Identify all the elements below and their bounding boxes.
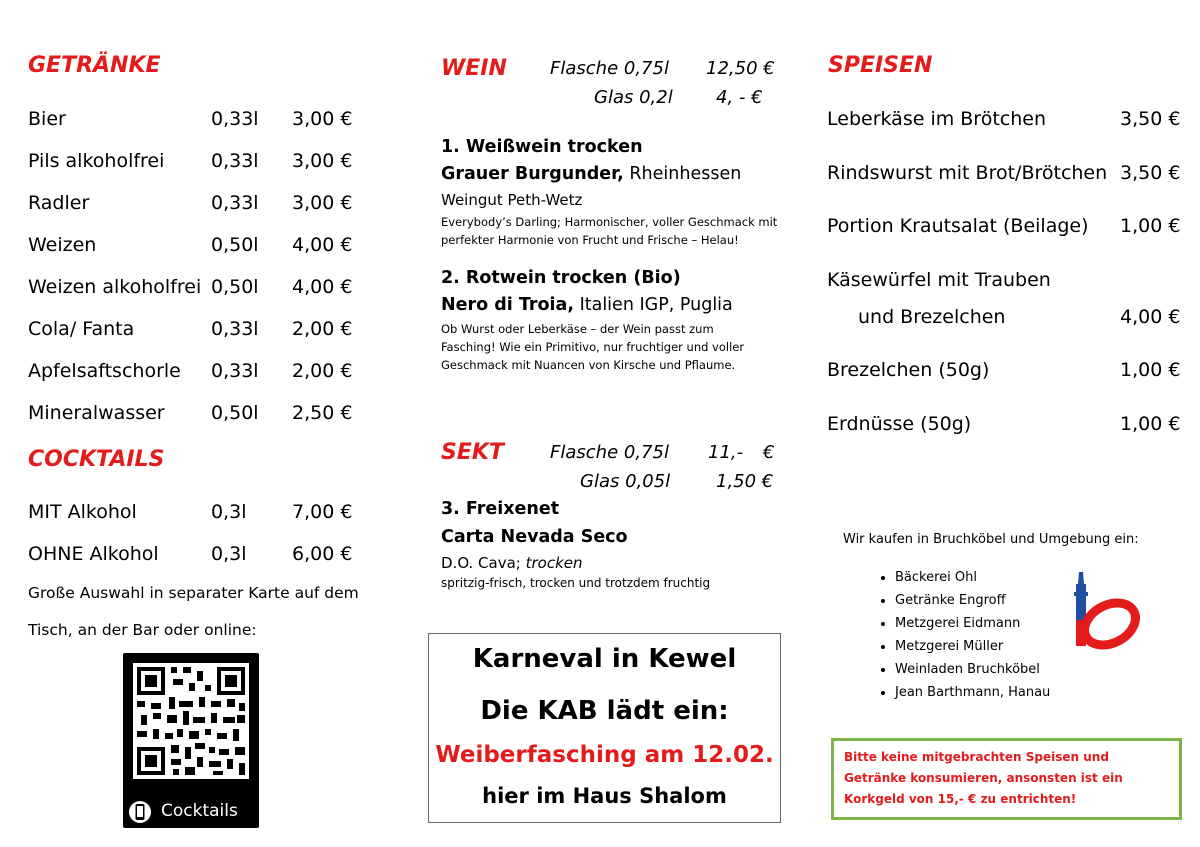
wine1-winery: Weingut Peth-Wetz	[441, 191, 583, 209]
food-price: 1,00 €	[1120, 413, 1181, 435]
wein-title: WEIN	[441, 56, 507, 81]
food-name: Brezelchen (50g)	[827, 359, 990, 381]
drink-name: Pils alkoholfrei	[28, 150, 165, 172]
corkage-notice: Bitte keine mitgebrachten Speisen und Getränke konsumieren, ansonsten ist ein Korkgeld von 15,- € zu entrichten!	[831, 738, 1182, 820]
sekt-origin-dry: trocken	[520, 554, 583, 572]
sekt-description: spritzig-frisch, trocken und trotzdem fruchtig	[441, 576, 711, 590]
sekt-glass-label: Glas 0,05l	[580, 471, 671, 492]
cocktail-price: 6,00 €	[292, 543, 353, 565]
drink-size: 0,33l	[211, 108, 259, 130]
cocktails-note-1: Große Auswahl in separater Karte auf dem	[28, 584, 359, 602]
wine2-title	[441, 295, 733, 315]
cocktail-name: OHNE Alkohol	[28, 543, 159, 565]
drink-name: Bier	[28, 108, 66, 130]
wine1-region: Rheinhessen	[623, 164, 742, 184]
supplier-item: • Metzgerei Müller	[895, 635, 1050, 658]
drink-size: 0,50l	[211, 276, 259, 298]
event-line-4: hier im Haus Shalom	[482, 784, 727, 808]
supplier-item: • Getränke Engroff	[895, 589, 1050, 612]
food-price: 1,00 €	[1120, 359, 1181, 381]
sekt-title: SEKT	[441, 440, 504, 465]
sekt-origin	[441, 554, 583, 572]
sekt-bottle-price: 11,-	[708, 442, 744, 463]
wein-bottle-price: 12,50 €	[706, 58, 775, 79]
food-price: 3,50 €	[1120, 162, 1181, 184]
drink-price: 2,50 €	[292, 402, 353, 424]
food-name: Rindswurst mit Brot/Brötchen	[827, 162, 1108, 184]
cocktail-size: 0,3l	[211, 501, 247, 523]
food-name: Erdnüsse (50g)	[827, 413, 972, 435]
drink-size: 0,33l	[211, 360, 259, 382]
cocktails-title: COCKTAILS	[28, 447, 165, 472]
qr-label: Cocktails	[161, 801, 238, 821]
food-price: 4,00 €	[1120, 306, 1181, 328]
event-line-2: Die KAB lädt ein:	[480, 696, 729, 726]
wine1-heading: 1. Weißwein trocken	[441, 137, 643, 157]
food-name: Portion Krautsalat (Beilage)	[827, 215, 1089, 237]
drink-name: Weizen alkoholfrei	[28, 276, 202, 298]
drink-price: 2,00 €	[292, 360, 353, 382]
drink-size: 0,33l	[211, 150, 259, 172]
drink-price: 3,00 €	[292, 192, 353, 214]
cocktails-note-2: Tisch, an der Bar oder online:	[28, 621, 257, 639]
event-line-1: Karneval in Kewel	[472, 644, 737, 674]
sekt-origin-text: D.O. Cava;	[441, 554, 521, 572]
drink-name: Weizen	[28, 234, 97, 256]
wine2-description: Ob Wurst oder Leberkäse – der Wein passt zum Fasching! Wie ein Primitivo, nur fruchtiger und voller Geschmack mit Nuancen von Kirsche und Pflaume.	[441, 322, 745, 372]
wine2-heading: 2. Rotwein trocken (Bio)	[441, 268, 681, 288]
wine1-description: Everybody’s Darling; Harmonischer, voller Geschmack mit perfekter Harmonie von Frucht und Frische – Helau!	[441, 215, 778, 247]
cocktail-price: 7,00 €	[292, 501, 353, 523]
drink-price: 3,00 €	[292, 150, 353, 172]
suppliers-list	[873, 566, 1050, 704]
food-name: und Brezelchen	[858, 306, 1006, 328]
food-name: Käsewürfel mit Trauben	[827, 269, 1051, 291]
wine1-title	[441, 164, 741, 184]
event-line-3: Weiberfasching am 12.02.	[435, 742, 774, 768]
event-box	[428, 633, 781, 823]
sekt-bottle-label: Flasche 0,75l	[550, 442, 669, 463]
drink-size: 0,33l	[211, 192, 259, 214]
wein-glass-label: Glas 0,2l	[594, 87, 673, 108]
wein-bottle-label: Flasche 0,75l	[550, 58, 669, 79]
drink-name: Cola/ Fanta	[28, 318, 135, 340]
drink-name: Mineralwasser	[28, 402, 165, 424]
drink-size: 0,33l	[211, 318, 259, 340]
food-price: 1,00 €	[1120, 215, 1181, 237]
wein-glass-price: 4, - €	[716, 87, 763, 108]
speisen-title: SPEISEN	[828, 53, 933, 78]
food-price: 3,50 €	[1120, 108, 1181, 130]
drink-price: 4,00 €	[292, 234, 353, 256]
phone-icon	[129, 799, 151, 825]
drink-price: 4,00 €	[292, 276, 353, 298]
drink-price: 2,00 €	[292, 318, 353, 340]
drink-size: 0,50l	[211, 402, 259, 424]
cocktail-name: MIT Alkohol	[28, 501, 137, 523]
supplier-item: • Metzgerei Eidmann	[895, 612, 1050, 635]
town-logo-icon	[1070, 570, 1144, 654]
qr-card[interactable]	[123, 653, 259, 828]
sekt-glass-price: 1,50 €	[716, 471, 774, 492]
suppliers-intro: Wir kaufen in Bruchköbel und Umgebung ein:	[843, 532, 1139, 547]
wine1-name: Grauer Burgunder,	[441, 164, 624, 184]
cocktail-size: 0,3l	[211, 543, 247, 565]
drink-price: 3,00 €	[292, 108, 353, 130]
drink-name: Apfelsaftschorle	[28, 360, 181, 382]
getraenke-title: GETRÄNKE	[28, 53, 161, 78]
food-name: Leberkäse im Brötchen	[827, 108, 1046, 130]
supplier-item: • Jean Barthmann, Hanau	[895, 681, 1050, 704]
sekt-bottle-currency: €	[763, 442, 775, 463]
sekt-heading: 3. Freixenet	[441, 499, 560, 519]
supplier-item: • Weinladen Bruchköbel	[895, 658, 1050, 681]
wine2-name: Nero di Troia,	[441, 295, 575, 315]
drink-name: Radler	[28, 192, 90, 214]
supplier-item: • Bäckerei Ohl	[895, 566, 1050, 589]
qr-code-icon	[123, 653, 259, 789]
wine2-region: Italien IGP, Puglia	[574, 295, 733, 315]
drink-size: 0,50l	[211, 234, 259, 256]
sekt-name: Carta Nevada Seco	[441, 527, 628, 547]
